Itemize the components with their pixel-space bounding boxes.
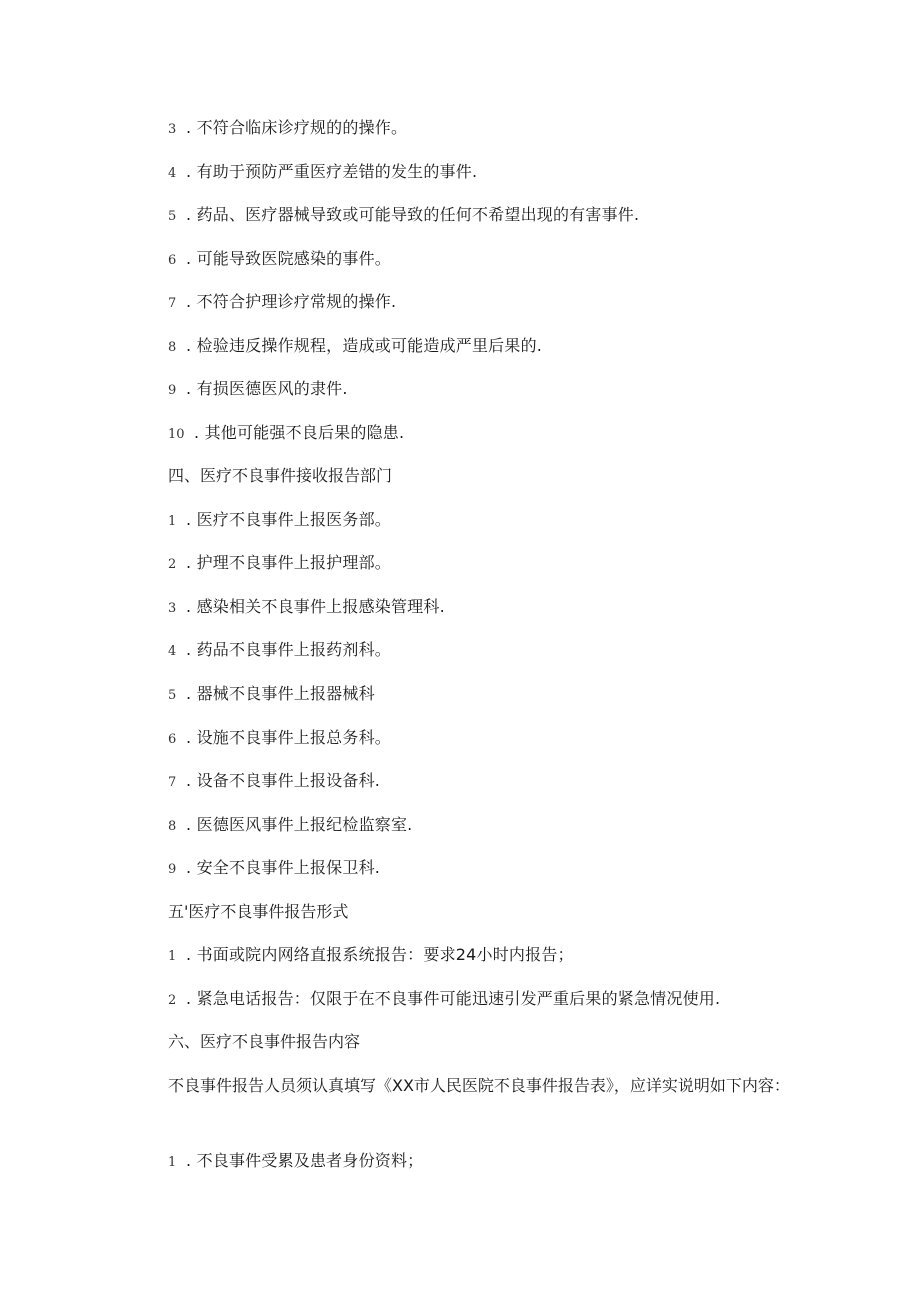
item-number: 8 <box>168 340 177 355</box>
item-text: . 可能导致医院感染的事件。 <box>186 249 391 268</box>
item-text: . 书面或院内网络直报系统报告：要求24小时内报告； <box>186 945 574 964</box>
list-item <box>168 205 639 227</box>
list-item <box>168 379 348 401</box>
item-number: 10 <box>168 427 185 442</box>
body-paragraph: 不良事件报告人员须认真填写《XX市人民医院不良事件报告表》，应详实说明如下内容： <box>168 1076 790 1095</box>
item-text: . 感染相关不良事件上报感染管理科. <box>186 597 445 616</box>
item-text: . 有损医德医风的隶件. <box>186 379 348 398</box>
list-item <box>168 858 380 880</box>
item-text: . 其他可能强不良后果的隐患. <box>194 423 405 442</box>
item-number: 6 <box>168 253 177 268</box>
item-text: . 器械不良事件上报器械科 <box>186 684 375 703</box>
item-number: 7 <box>168 296 177 311</box>
item-text: . 设备不良事件上报设备科. <box>186 771 381 790</box>
item-number: 1 <box>168 949 177 964</box>
list-item <box>168 728 391 750</box>
item-text: . 检验违反操作规程，造成或可能造成严里后果的. <box>186 336 543 355</box>
item-text: . 不符合护理诊疗常规的操作. <box>186 292 397 311</box>
list-item <box>168 640 391 662</box>
item-number: 5 <box>168 688 177 703</box>
item-number: 1 <box>168 514 177 529</box>
item-text: . 紧急电话报告：仅限于在不良事件可能迅速引发严重后果的紧急情况使用. <box>186 989 721 1008</box>
item-number: 3 <box>168 601 177 616</box>
list-item <box>168 249 391 271</box>
item-number: 4 <box>168 644 177 659</box>
list-item <box>168 162 477 184</box>
list-item <box>168 118 407 140</box>
item-number: 2 <box>168 557 177 572</box>
item-text: . 设施不良事件上报总务科。 <box>186 728 391 747</box>
item-number: 7 <box>168 775 177 790</box>
item-number: 2 <box>168 993 177 1008</box>
list-item <box>168 771 380 793</box>
section-heading: 五'医疗不良事件报告形式 <box>168 902 349 921</box>
list-item <box>168 684 375 706</box>
list-item <box>168 815 412 837</box>
item-number: 9 <box>168 862 177 877</box>
section-heading: 六、医疗不良事件报告内容 <box>168 1032 361 1051</box>
item-text: . 药品不良事件上报药剂科。 <box>186 640 391 659</box>
list-item <box>168 945 574 967</box>
list-item <box>168 423 404 445</box>
item-number: 3 <box>168 122 177 137</box>
list-item <box>168 597 445 619</box>
item-text: . 药品、医疗器械导致或可能导致的任何不希望出现的有害事件. <box>186 205 640 224</box>
item-text: . 医疗不良事件上报医务部。 <box>186 510 391 529</box>
item-text: . 医德医风事件上报纪检监察室. <box>186 815 413 834</box>
list-item <box>168 292 396 314</box>
item-text: . 有助于预防严重医疗差错的发生的事件. <box>186 162 478 181</box>
list-item <box>168 989 720 1011</box>
item-number: 6 <box>168 732 177 747</box>
list-item <box>168 553 391 575</box>
item-text: . 不符合临床诊疗规的的操作。 <box>186 118 408 137</box>
section-heading: 四、医疗不良事件接收报告部门 <box>168 466 393 485</box>
item-number: 9 <box>168 383 177 398</box>
list-item <box>168 336 542 358</box>
item-number: 4 <box>168 166 177 181</box>
list-item <box>168 1151 423 1173</box>
item-number: 5 <box>168 209 177 224</box>
item-number: 8 <box>168 819 177 834</box>
list-item <box>168 510 391 532</box>
item-text: . 不良事件受累及患者身份资料； <box>186 1151 424 1170</box>
item-text: . 安全不良事件上报保卫科. <box>186 858 381 877</box>
item-number: 1 <box>168 1155 177 1170</box>
item-text: . 护理不良事件上报护理部。 <box>186 553 391 572</box>
